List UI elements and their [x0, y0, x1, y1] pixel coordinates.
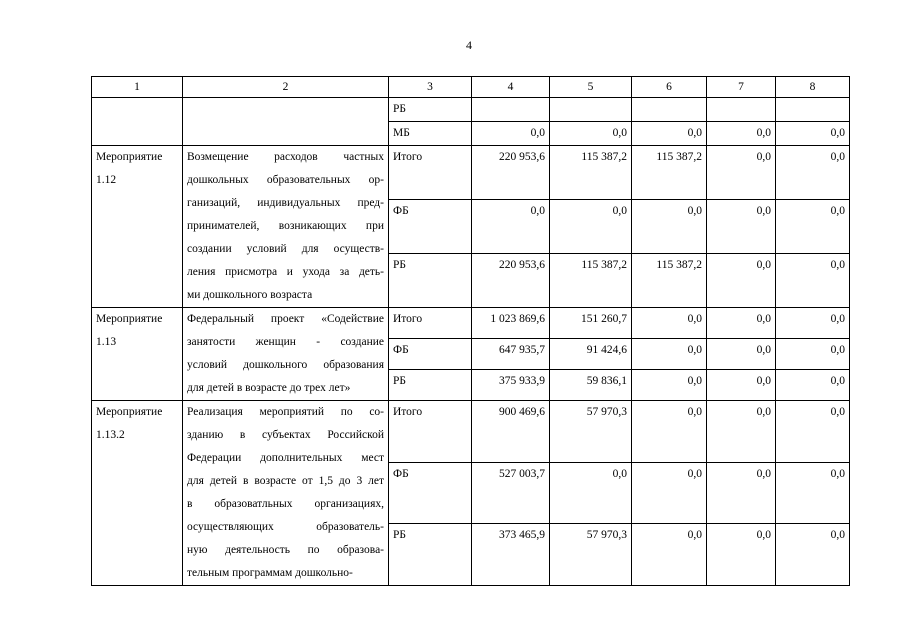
activity-label: Мероприятие [96, 313, 163, 325]
source-cell: ФБ [389, 200, 472, 254]
source-cell: МБ [389, 122, 472, 146]
value-cell: 0,0 [707, 524, 776, 586]
description-line: условий дошкольного образования [187, 359, 384, 371]
page-number: 4 [466, 38, 472, 52]
description-line: Федерации дополнительных мест [187, 452, 384, 464]
value-cell: 0,0 [632, 370, 707, 401]
value-cell: 647 935,7 [472, 339, 550, 370]
activity-cell [92, 146, 183, 308]
description-line: создании условий для осуществ- [187, 243, 384, 255]
source-cell: ФБ [389, 339, 472, 370]
value-cell: 220 953,6 [472, 254, 550, 308]
value-cell: 0,0 [776, 122, 850, 146]
value-cell: 0,0 [776, 401, 850, 463]
value-cell: 0,0 [776, 254, 850, 308]
value-cell: 0,0 [632, 524, 707, 586]
value-cell: 0,0 [707, 339, 776, 370]
description-line: осуществляющих образователь- [187, 521, 384, 533]
source-cell: РБ [389, 370, 472, 401]
value-cell: 115 387,2 [550, 146, 632, 200]
value-cell: 0,0 [707, 401, 776, 463]
description-line: зданию в субъектах Российской [187, 429, 384, 441]
value-cell: 0,0 [632, 122, 707, 146]
source-cell: Итого [389, 308, 472, 339]
value-cell: 900 469,6 [472, 401, 550, 463]
value-cell [707, 98, 776, 122]
value-cell [632, 98, 707, 122]
source-cell: РБ [389, 254, 472, 308]
description-line: тельным программам дошкольно- [187, 567, 353, 579]
value-cell: 0,0 [707, 200, 776, 254]
description-cell [183, 308, 389, 401]
value-cell: 0,0 [776, 462, 850, 524]
column-header: 8 [776, 77, 850, 98]
value-cell: 57 970,3 [550, 401, 632, 463]
header-row [92, 77, 850, 98]
description-line: для детей в возрасте от 1,5 до 3 лет [187, 475, 384, 487]
value-cell: 115 387,2 [632, 146, 707, 200]
value-cell: 0,0 [707, 308, 776, 339]
activity-label: 1.13.2 [96, 429, 125, 441]
table-row [92, 98, 850, 122]
column-header: 5 [550, 77, 632, 98]
activity-label: Мероприятие [96, 406, 163, 418]
value-cell [472, 98, 550, 122]
source-cell: Итого [389, 401, 472, 463]
value-cell: 0,0 [776, 308, 850, 339]
value-cell: 373 465,9 [472, 524, 550, 586]
value-cell: 0,0 [707, 254, 776, 308]
source-cell: РБ [389, 524, 472, 586]
value-cell: 0,0 [632, 401, 707, 463]
value-cell: 1 023 869,6 [472, 308, 550, 339]
value-cell: 0,0 [707, 122, 776, 146]
value-cell: 0,0 [776, 370, 850, 401]
source-cell: Итого [389, 146, 472, 200]
description-cell [183, 401, 389, 586]
description-line: дошкольных образовательных ор- [187, 174, 384, 186]
description-line: Федеральный проект «Содействие [187, 313, 384, 325]
description-line: ления присмотра и ухода за деть- [187, 266, 384, 278]
description-line: для детей в возрасте до трех лет» [187, 382, 351, 394]
activity-cell [92, 401, 183, 586]
source-cell: РБ [389, 98, 472, 122]
activity-label: Мероприятие [96, 151, 163, 163]
value-cell: 0,0 [707, 146, 776, 200]
source-cell: ФБ [389, 462, 472, 524]
value-cell [776, 98, 850, 122]
column-header: 4 [472, 77, 550, 98]
value-cell: 0,0 [632, 339, 707, 370]
value-cell: 527 003,7 [472, 462, 550, 524]
value-cell [550, 98, 632, 122]
value-cell: 115 387,2 [632, 254, 707, 308]
value-cell: 0,0 [472, 200, 550, 254]
description-line: принимателей, возникающих при [187, 220, 384, 232]
description-line: ганизаций, индивидуальных пред- [187, 197, 384, 209]
value-cell: 0,0 [632, 200, 707, 254]
value-cell: 91 424,6 [550, 339, 632, 370]
description-line: в образоватльных организациях, [187, 498, 384, 510]
value-cell: 0,0 [550, 200, 632, 254]
value-cell: 0,0 [776, 200, 850, 254]
value-cell: 0,0 [707, 462, 776, 524]
value-cell: 115 387,2 [550, 254, 632, 308]
value-cell: 0,0 [776, 524, 850, 586]
value-cell: 220 953,6 [472, 146, 550, 200]
description-line: Реализация мероприятий по со- [187, 406, 384, 418]
table-row [92, 401, 850, 463]
description-cell [183, 98, 389, 146]
table-row [92, 146, 850, 200]
value-cell: 151 260,7 [550, 308, 632, 339]
description-line: ми дошкольного возраста [187, 289, 313, 301]
activity-cell [92, 308, 183, 401]
column-header: 6 [632, 77, 707, 98]
column-header: 1 [92, 77, 183, 98]
description-line: занятости женщин - создание [187, 336, 384, 348]
column-header: 2 [183, 77, 389, 98]
activity-cell [92, 98, 183, 146]
value-cell: 375 933,9 [472, 370, 550, 401]
value-cell: 0,0 [550, 122, 632, 146]
value-cell: 0,0 [632, 308, 707, 339]
column-header: 3 [389, 77, 472, 98]
column-header: 7 [707, 77, 776, 98]
budget-table [91, 76, 850, 586]
value-cell: 59 836,1 [550, 370, 632, 401]
value-cell: 0,0 [707, 370, 776, 401]
value-cell: 0,0 [776, 339, 850, 370]
table-row [92, 308, 850, 339]
value-cell: 0,0 [632, 462, 707, 524]
value-cell: 0,0 [472, 122, 550, 146]
value-cell: 57 970,3 [550, 524, 632, 586]
value-cell: 0,0 [776, 146, 850, 200]
value-cell: 0,0 [550, 462, 632, 524]
description-cell [183, 146, 389, 308]
activity-label: 1.13 [96, 336, 117, 348]
description-line: Возмещение расходов частных [187, 151, 384, 163]
description-line: ную деятельность по образова- [187, 544, 384, 556]
activity-label: 1.12 [96, 174, 117, 186]
